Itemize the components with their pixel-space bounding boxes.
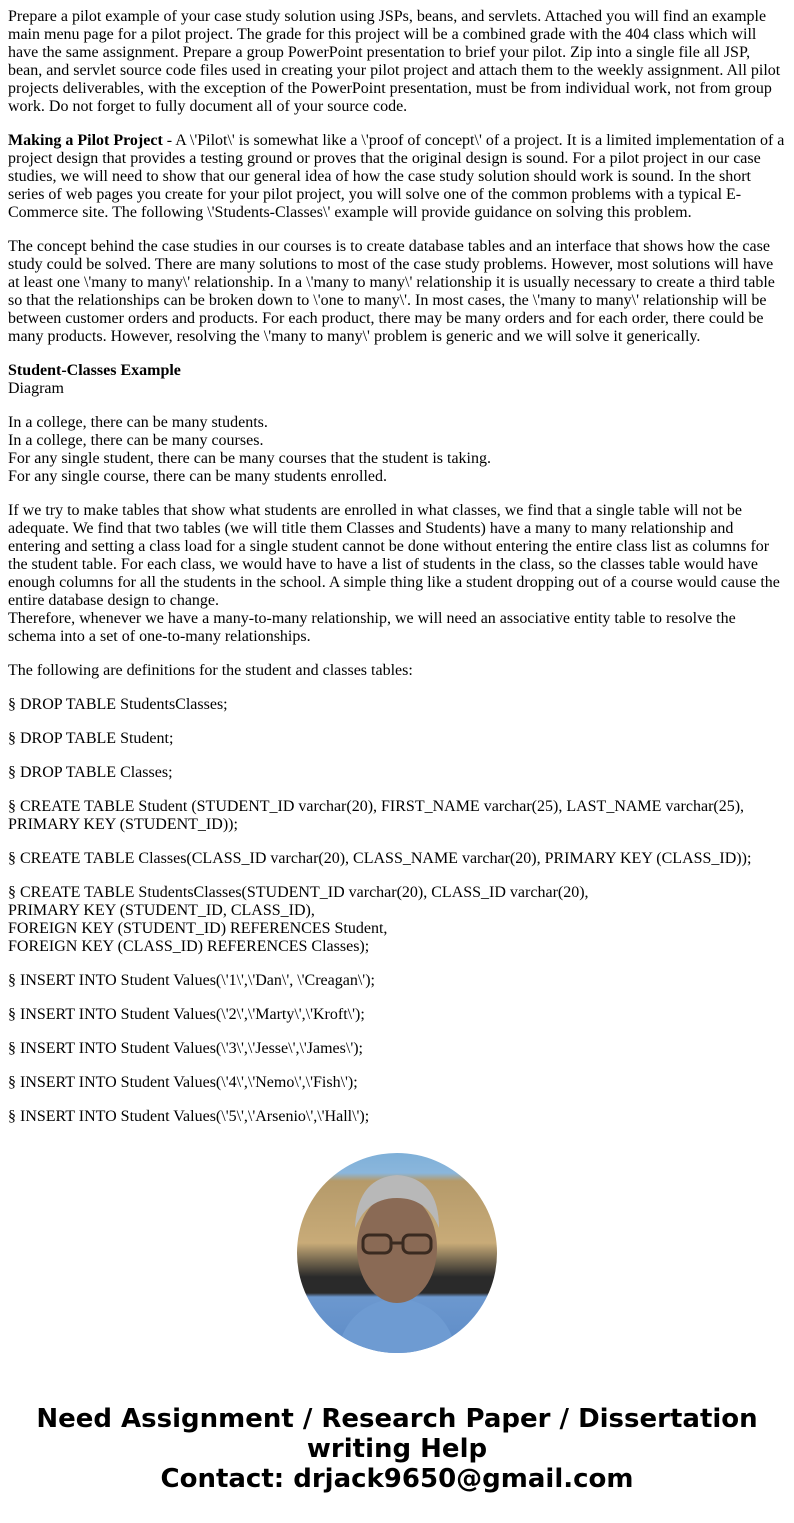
sql-statements — [8, 696, 786, 1124]
pilot-paragraph — [8, 132, 786, 222]
sql-line: § CREATE TABLE Classes(CLASS_ID varchar(20), CLASS_NAME varchar(20), PRIMARY KEY (CLASS_ID)); — [8, 850, 752, 867]
concept-paragraph: The concept behind the case studies in our courses is to create database tables and an interface that shows how the case study could be solved. There are many solutions to most of the case study problems. However, most solutions will have at least one \'many to many\' relationship. In a \'many to many\' relationship it is usually necessary to create a third table so that the relationships can be broken down to \'one to many\'. In most cases, the \'many to many\' relationship will be between customer orders and products. For each product, there may be many orders and for each order, there could be many products. However, resolving the \'many to many\' problem is generic and we will solve it generically. — [8, 238, 775, 345]
footer-help-text: Need Assignment / Research Paper / Dissertation writing Help — [36, 1404, 758, 1464]
sql-statement — [8, 1006, 786, 1024]
college-line: In a college, there can be many students. — [8, 414, 268, 431]
sql-line: § DROP TABLE StudentsClasses; — [8, 696, 228, 713]
sql-statement — [8, 764, 786, 782]
sql-line: § DROP TABLE Student; — [8, 730, 174, 747]
sql-statement — [8, 1108, 786, 1124]
diagram-label: Diagram — [8, 380, 64, 397]
pilot-text: - A \'Pilot\' is somewhat like a \'proof of concept\' of a project. It is a limited implementation of a project design that provides a testing ground or proves that the original design is sound. For a pilot project in our case studies, we will need to show that our general idea of how the case study solution should work is sound. In the short series of web pages you create for your pilot project, you will solve one of the common problems with a typical E-Commerce site. The following \'Students-Classes\' example will provide guidance on solving this problem. — [8, 132, 785, 221]
definitions-intro: The following are definitions for the student and classes tables: — [8, 662, 413, 679]
sql-line: § INSERT INTO Student Values(\'5\',\'Arsenio\',\'Hall\'); — [8, 1108, 370, 1124]
sql-statement — [8, 696, 786, 714]
sql-line: § INSERT INTO Student Values(\'3\',\'Jesse\',\'James\'); — [8, 1040, 363, 1057]
therefore-text: Therefore, whenever we have a many-to-many relationship, we will need an associative entity table to resolve the schema into a set of one-to-many relationships. — [8, 610, 736, 645]
tables-paragraph — [8, 502, 786, 646]
sql-line: § CREATE TABLE StudentsClasses(STUDENT_ID varchar(20), CLASS_ID varchar(20), — [8, 884, 589, 901]
intro-paragraph: Prepare a pilot example of your case study solution using JSPs, beans, and servlets. Attached you will find an example main menu page for a pilot project. The grade for this project will be a combined grade with the 404 class which will have the same assignment. Prepare a group PowerPoint presentation to brief your pilot. Zip into a single file all JSP, bean, and servlet source code files used in creating your pilot project and attach them to the weekly assignment. All pilot projects deliverables, with the exception of the PowerPoint presentation, must be from individual work, not from group work. Do not forget to fully document all of your source code. — [8, 8, 781, 115]
sql-line: § DROP TABLE Classes; — [8, 764, 173, 781]
sql-line: FOREIGN KEY (STUDENT_ID) REFERENCES Student, — [8, 920, 388, 937]
college-line: In a college, there can be many courses. — [8, 432, 264, 449]
sql-statement — [8, 972, 786, 990]
example-section — [8, 362, 786, 398]
sql-statement — [8, 730, 786, 748]
sql-line: FOREIGN KEY (CLASS_ID) REFERENCES Classes); — [8, 938, 370, 955]
sql-statement — [8, 798, 786, 834]
tables-text: If we try to make tables that show what students are enrolled in what classes, we find that a single table will not be adequate. We find that two tables (we will title them Classes and Students) have a many to many relationship and entering and setting a class load for a single student cannot be done without entering the entire class list as columns for the student table. For each class, we would have to have a list of students in the class, so the classes table would have enough columns for all the students in the school. A simple thing like a student dropping out of a course would cause the entire database design to change. — [8, 502, 780, 609]
college-line: For any single student, there can be many courses that the student is taking. — [8, 450, 491, 467]
author-avatar — [297, 1153, 497, 1353]
sql-line: § CREATE TABLE Student (STUDENT_ID varchar(20), FIRST_NAME varchar(25), LAST_NAME varchar(25), PRIMARY KEY (STUDENT_ID)); — [8, 798, 745, 833]
person-portrait-icon — [297, 1153, 497, 1353]
sql-line: § INSERT INTO Student Values(\'2\',\'Marty\',\'Kroft\'); — [8, 1006, 365, 1023]
sql-line: PRIMARY KEY (STUDENT_ID, CLASS_ID), — [8, 902, 315, 919]
sql-line: § INSERT INTO Student Values(\'4\',\'Nemo\',\'Fish\'); — [8, 1074, 358, 1091]
college-lines — [8, 414, 786, 486]
example-heading: Student-Classes Example — [8, 362, 181, 379]
sql-statement — [8, 884, 786, 956]
pilot-heading: Making a Pilot Project — [8, 132, 163, 149]
contact-footer — [0, 1404, 794, 1494]
sql-line: § INSERT INTO Student Values(\'1\',\'Dan\', \'Creagan\'); — [8, 972, 375, 989]
college-line: For any single course, there can be many students enrolled. — [8, 468, 387, 485]
sql-statement — [8, 1074, 786, 1092]
footer-contact-text: Contact: drjack9650@gmail.com — [160, 1464, 634, 1494]
sql-statement — [8, 850, 786, 868]
sql-statement — [8, 1040, 786, 1058]
